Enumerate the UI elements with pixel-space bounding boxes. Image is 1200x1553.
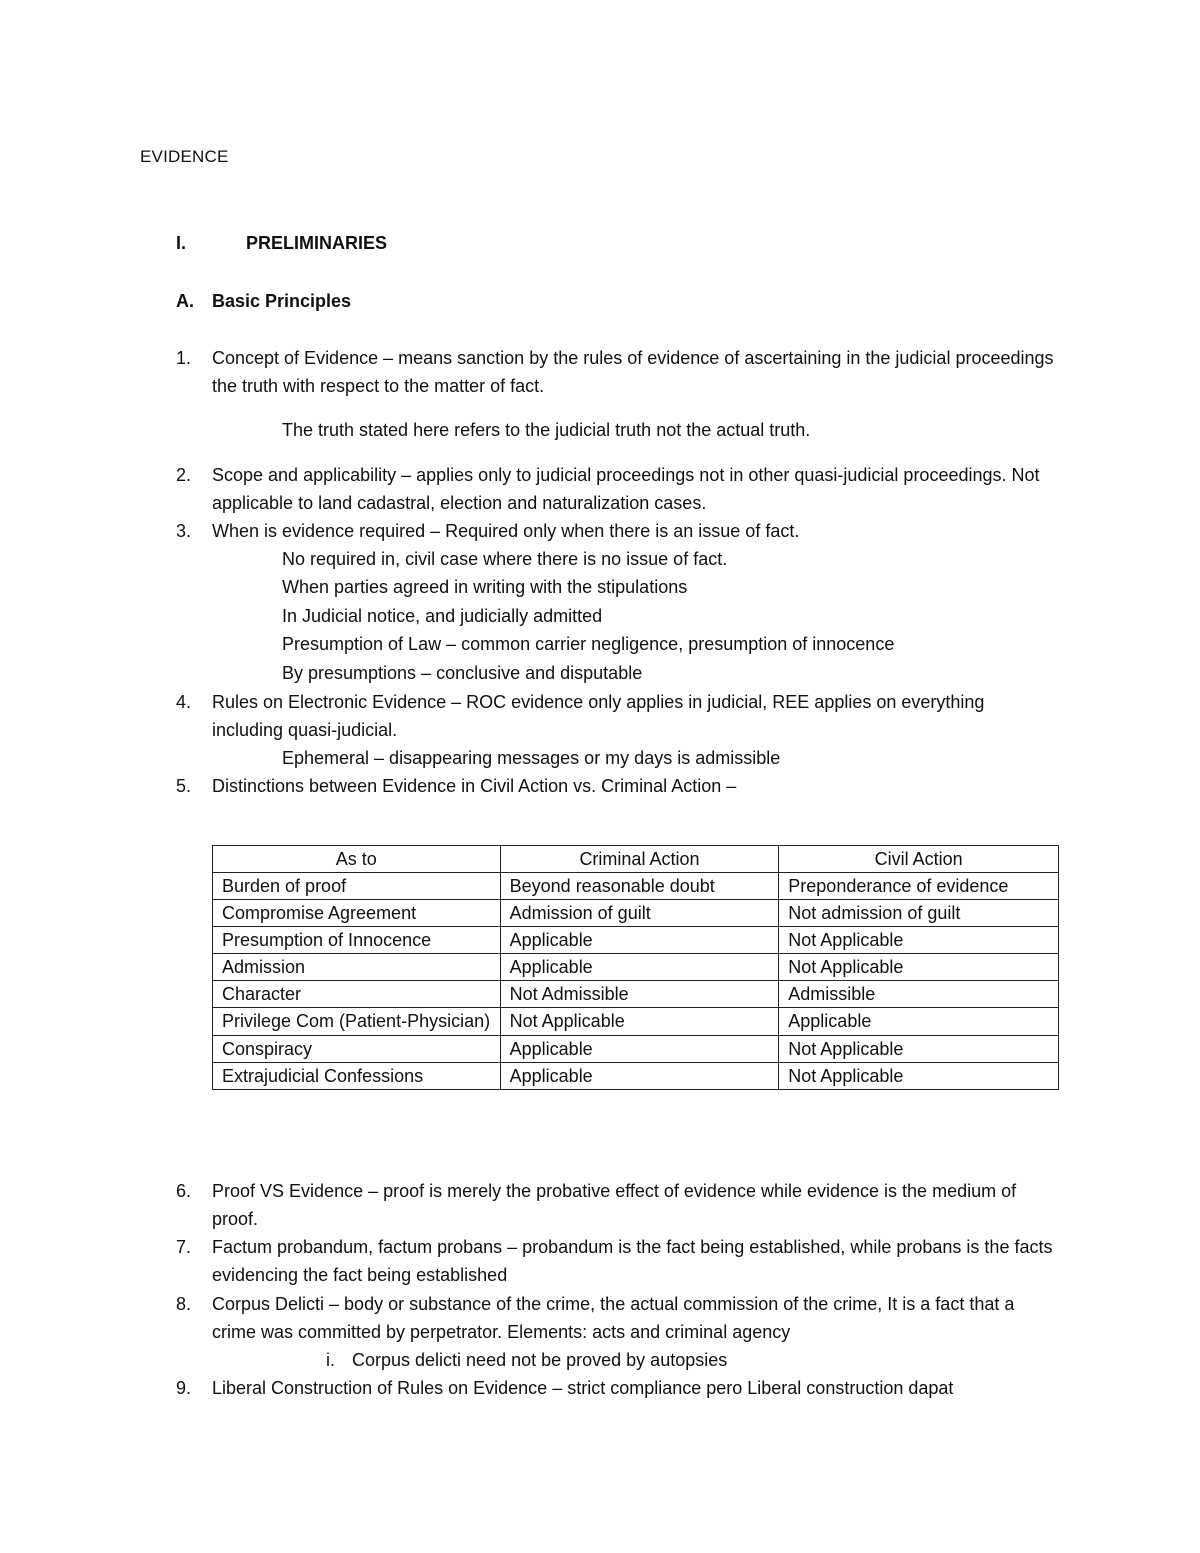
table-row [213, 981, 1059, 1008]
table-cell: Presumption of Innocence [213, 927, 501, 954]
table-cell: Not Applicable [500, 1008, 779, 1036]
table-cell: Not Applicable [779, 1063, 1059, 1090]
list-item-number: 7. [176, 1237, 192, 1257]
list-item-note: Presumption of Law – common carrier negligence, presumption of innocence [282, 634, 895, 654]
subsection-number: A. [176, 291, 194, 311]
list-subitem [326, 1346, 727, 1374]
table-cell: Admission [213, 954, 501, 981]
list-subitem-text: Corpus delicti need not be proved by autopsies [352, 1350, 728, 1370]
list-item-number: 5. [176, 776, 192, 796]
list-item-text: Corpus Delicti – body or substance of the crime, the actual commission of the crime, It is a fact that a crime was committed by perpetrator. Elements: acts and criminal agency [212, 1294, 1015, 1342]
list-item [176, 344, 1056, 400]
list-subitem-number: i. [326, 1350, 335, 1370]
subsection-title: Basic Principles [212, 291, 352, 311]
list-item [176, 688, 1056, 744]
table-header-row [213, 846, 1059, 873]
list-item-text: Scope and applicability – applies only to judicial proceedings not in other quasi-judicial proceedings. Not applicable to land cadastral, election and naturalization cases. [212, 465, 1040, 513]
section-number: I. [176, 233, 187, 253]
list-item [176, 1233, 1056, 1289]
table-cell: Not admission of guilt [779, 900, 1059, 927]
table-header-cell: Civil Action [779, 846, 1059, 873]
list-item [176, 1290, 1056, 1346]
list-item-text: When is evidence required – Required only when there is an issue of fact. [212, 521, 800, 541]
table-cell: Applicable [500, 954, 779, 981]
table-row [213, 873, 1059, 900]
table-cell: Applicable [500, 927, 779, 954]
list-item-text: Concept of Evidence – means sanction by the rules of evidence of ascertaining in the judicial proceedings the truth with respect to the matter of fact. [212, 348, 1054, 396]
list-item-number: 4. [176, 692, 192, 712]
list-item-note: When parties agreed in writing with the stipulations [282, 577, 688, 597]
table-cell: Not Applicable [779, 927, 1059, 954]
table-cell: Beyond reasonable doubt [500, 873, 779, 900]
list-item-number: 8. [176, 1294, 192, 1314]
table-cell: Character [213, 981, 501, 1008]
table-cell: Not Admissible [500, 981, 779, 1008]
table-cell: Not Applicable [779, 1036, 1059, 1063]
list-item-number: 2. [176, 465, 192, 485]
list-item-note: By presumptions – conclusive and disputable [282, 663, 643, 683]
table-row [213, 1063, 1059, 1090]
table-cell: Applicable [500, 1063, 779, 1090]
list-item-number: 3. [176, 521, 192, 541]
list-item-text: Factum probandum, factum probans – probandum is the fact being established, while probans is the facts evidencing the fact being established [212, 1237, 1053, 1285]
table-cell: Privilege Com (Patient-Physician) [213, 1008, 501, 1036]
list-item-number: 6. [176, 1181, 192, 1201]
table-cell: Admissible [779, 981, 1059, 1008]
list-item-text: Distinctions between Evidence in Civil Action vs. Criminal Action – [212, 776, 737, 796]
section-title: PRELIMINARIES [246, 233, 388, 253]
list-item-text: Rules on Electronic Evidence – ROC evidence only applies in judicial, REE applies on everything including quasi-judicial. [212, 692, 985, 740]
list-item-note: The truth stated here refers to the judicial truth not the actual truth. [282, 420, 811, 440]
list-item [176, 1374, 1056, 1402]
subsection-heading [176, 287, 351, 315]
list-item [176, 517, 1056, 545]
section-heading [176, 229, 387, 257]
table-cell: Not Applicable [779, 954, 1059, 981]
table-row [213, 900, 1059, 927]
table-cell: Preponderance of evidence [779, 873, 1059, 900]
table-header-cell: As to [213, 846, 501, 873]
list-item [176, 461, 1056, 517]
list-item-text: Proof VS Evidence – proof is merely the probative effect of evidence while evidence is the medium of proof. [212, 1181, 1017, 1229]
table-header-cell: Criminal Action [500, 846, 779, 873]
list-item [176, 1177, 1056, 1233]
table-row [213, 1036, 1059, 1063]
table-cell: Compromise Agreement [213, 900, 501, 927]
table-row [213, 927, 1059, 954]
table-cell: Burden of proof [213, 873, 501, 900]
table-cell: Applicable [500, 1036, 779, 1063]
table-row [213, 954, 1059, 981]
list-item-note: In Judicial notice, and judicially admitted [282, 606, 603, 626]
list-item-number: 1. [176, 348, 192, 368]
table-cell: Extrajudicial Confessions [213, 1063, 501, 1090]
document-title: EVIDENCE [140, 147, 229, 166]
list-item-note: Ephemeral – disappearing messages or my days is admissible [282, 748, 781, 768]
table-row [213, 1008, 1059, 1036]
list-item [176, 772, 1056, 800]
list-item-text: Liberal Construction of Rules on Evidence – strict compliance pero Liberal construction dapat [212, 1378, 954, 1398]
table-cell: Conspiracy [213, 1036, 501, 1063]
list-item-number: 9. [176, 1378, 192, 1398]
table-cell: Applicable [779, 1008, 1059, 1036]
comparison-table [212, 845, 1059, 1090]
list-item-note: No required in, civil case where there is no issue of fact. [282, 549, 728, 569]
table-cell: Admission of guilt [500, 900, 779, 927]
